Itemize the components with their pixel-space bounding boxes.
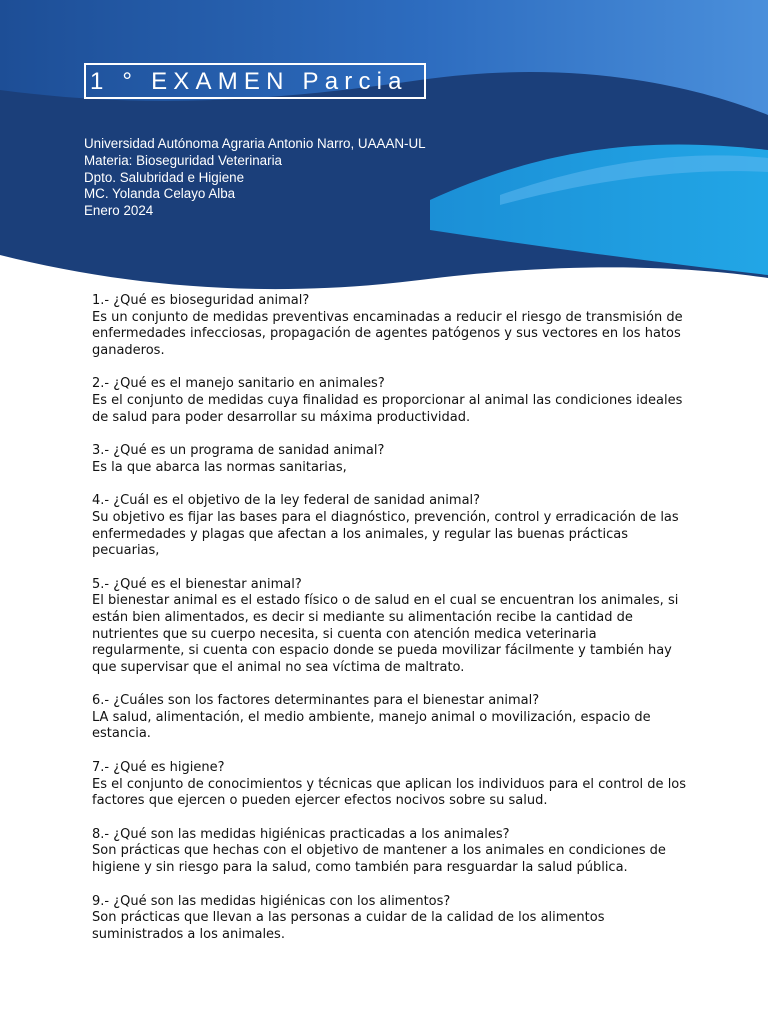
teacher-line: MC. Yolanda Celayo Alba: [84, 186, 236, 202]
qa-item-4: [92, 493, 692, 559]
question: 5.- ¿Qué es el bienestar animal?: [92, 576, 302, 592]
qa-item-6: [92, 693, 692, 743]
question-list: [92, 293, 692, 960]
qa-item-3: [92, 443, 692, 476]
question: 2.- ¿Qué es el manejo sanitario en animales?: [92, 376, 385, 392]
question: 3.- ¿Qué es un programa de sanidad animal?: [92, 443, 385, 459]
answer: Es el conjunto de conocimientos y técnicas que aplican los individuos para el control de los factores que ejercen o pueden ejercer efectos nocivos sobre su salud.: [92, 776, 687, 809]
qa-item-5: [92, 577, 692, 677]
university-line: Universidad Autónoma Agraria Antonio Narro, UAAAN-UL: [84, 136, 426, 151]
answer: Su objetivo es fijar las bases para el diagnóstico, prevención, control y erradicación de las enfermedades y plagas que afectan a los animales, y regular las buenas prácticas pecuarias,: [92, 509, 679, 559]
exam-title: 1 ° EXAMEN Parcia: [84, 63, 426, 99]
answer: LA salud, alimentación, el medio ambiente, manejo animal o movilización, espacio de estancia.: [92, 709, 651, 742]
answer: Son prácticas que llevan a las personas a cuidar de la calidad de los alimentos suministrados a los animales.: [92, 910, 605, 942]
question: 4.- ¿Cuál es el objetivo de la ley federal de sanidad animal?: [92, 493, 481, 509]
date-line: Enero 2024: [84, 203, 154, 219]
subject-line: Materia: Bioseguridad Veterinaria: [84, 152, 282, 168]
qa-item-8: [92, 827, 692, 877]
qa-item-9: [92, 894, 692, 944]
answer: Son prácticas que hechas con el objetivo de mantener a los animales en condiciones de higiene y sin riesgo para la salud, como también para resguardar la salud pública.: [92, 843, 666, 876]
answer: Es la que abarca las normas sanitarias,: [92, 459, 347, 475]
question: 6.- ¿Cuáles son los factores determinantes para el bienestar animal?: [92, 693, 540, 709]
answer: El bienestar animal es el estado físico o de salud en el cual se encuentran los animales, si están bien alimentados, es decir si mediante su alimentación recibe la cantidad de nutrientes que su cuerpo necesita, si cuenta con atención medica veterinaria regularmente, si cuenta con espacio donde se pueda movilizar fácilmente y también hay que supervisar que el animal no sea víctima de maltrato.: [92, 593, 679, 675]
question: 8.- ¿Qué son las medidas higiénicas practicadas a los animales?: [92, 826, 510, 842]
qa-item-1: [92, 293, 692, 359]
header-info: [84, 136, 426, 220]
question: 9.- ¿Qué son las medidas higiénicas con los alimentos?: [92, 893, 451, 909]
department-line: Dpto. Salubridad e Higiene: [84, 169, 245, 185]
qa-item-7: [92, 760, 692, 810]
question: 1.- ¿Qué es bioseguridad animal?: [92, 293, 310, 308]
answer: Es el conjunto de medidas cuya finalidad es proporcionar al animal las condiciones ideales de salud para poder desarrollar su máxima productividad.: [92, 392, 683, 425]
question: 7.- ¿Qué es higiene?: [92, 760, 225, 776]
qa-item-2: [92, 376, 692, 426]
answer: Es un conjunto de medidas preventivas encaminadas a reducir el riesgo de transmisión de enfermedades infecciosas, propagación de agentes patógenos y sus vectores en los hatos ganaderos.: [92, 309, 683, 358]
